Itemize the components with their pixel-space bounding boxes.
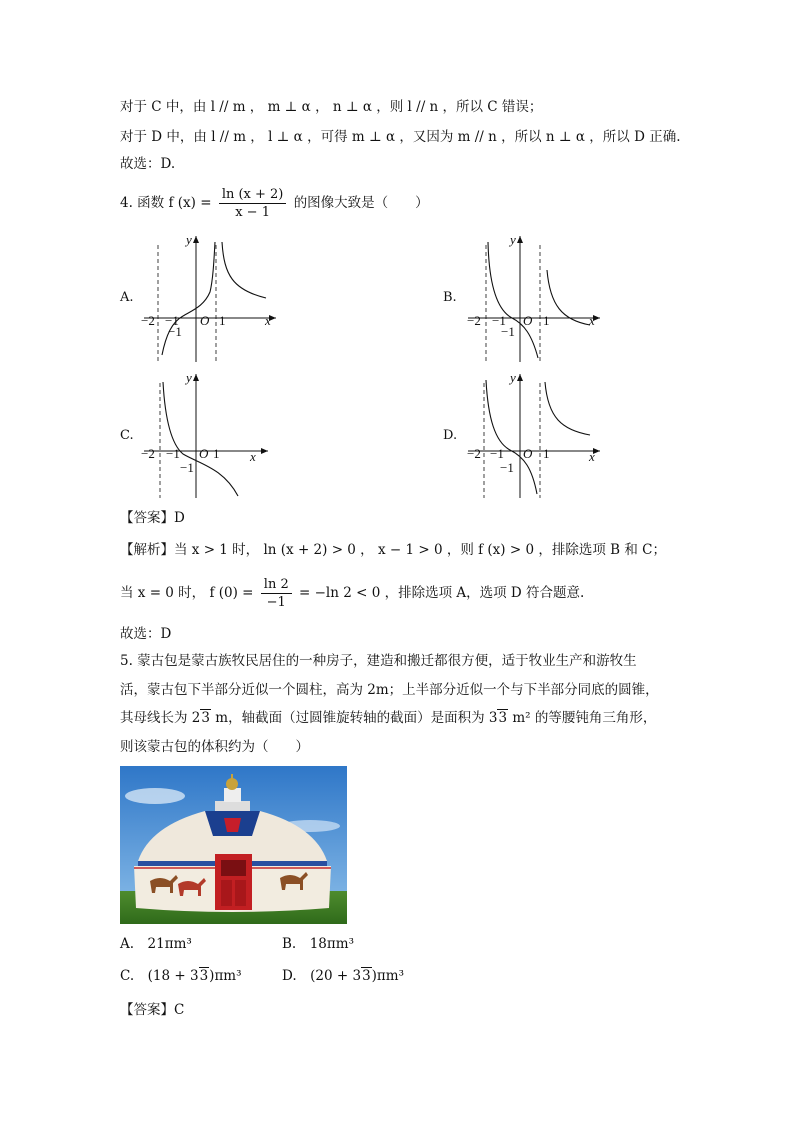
q4-suffix: 的图像大致是（ ） <box>293 195 429 211</box>
q5-option-c-c: )πm³ <box>209 968 242 984</box>
curve-left <box>488 242 538 358</box>
tick-minus-1: −1 <box>166 446 180 461</box>
curve-left <box>486 380 537 494</box>
q5-text-1: 5. 蒙古包是蒙古族牧民居住的一种房子，建造和搬迁都很方便，适于牧业生产和游牧生 <box>120 653 637 669</box>
graph-d <box>462 368 607 503</box>
q4-analysis-2-pre: 当 x = 0 时， f (0) = <box>120 585 254 601</box>
q5-option-a: A. 21πm³ <box>120 936 192 952</box>
q4-denominator: x − 1 <box>235 205 270 220</box>
q4-fraction <box>219 186 287 221</box>
graph-b <box>462 230 607 365</box>
tick-1: 1 <box>219 313 226 328</box>
q4-analysis-2 <box>120 576 584 611</box>
q5-text-4: 则该蒙古包的体积约为（ ） <box>120 739 309 755</box>
x-label: x <box>250 449 256 464</box>
option-label-d: D. <box>443 428 458 443</box>
tick-y-minus-1: −1 <box>168 324 182 339</box>
curve <box>163 382 238 496</box>
curve-right <box>545 382 590 435</box>
text-line-c: 对于 C 中，由 l // m ， m ⊥ α ， n ⊥ α ，则 l // n ，所以 C 错误； <box>120 99 543 115</box>
origin-label: O <box>523 446 533 461</box>
tick-minus-1: −1 <box>492 313 506 328</box>
q5-option-d-sqrt: 3 <box>362 968 371 984</box>
q4-prefix: 4. 函数 f (x) = <box>120 195 212 211</box>
q4-numerator: ln (x + 2) <box>219 186 287 204</box>
tick-minus-2: −2 <box>467 446 481 461</box>
q4-analysis-num: ln 2 <box>261 576 292 594</box>
text-line-d: 对于 D 中，由 l // m ， l ⊥ α ，可得 m ⊥ α ，又因为 m // n ，所以 n ⊥ α ，所以 D 正确. <box>120 129 681 145</box>
tick-y-minus-1: −1 <box>501 324 515 339</box>
y-label: y <box>186 370 192 385</box>
tick-y-minus-1: −1 <box>500 460 514 475</box>
x-label: x <box>265 313 271 328</box>
origin-label: O <box>200 313 210 328</box>
origin-label: O <box>523 313 533 328</box>
curve-right <box>222 242 266 298</box>
q5-answer: 【答案】C <box>120 1002 185 1018</box>
q4-analysis-den: −1 <box>266 595 286 610</box>
tick-minus-1: −1 <box>165 313 179 328</box>
q4-analysis-1: 【解析】当 x > 1 时， ln (x + 2) > 0 ， x − 1 > 0 ，则 f (x) > 0 ，排除选项 B 和 C； <box>120 542 666 558</box>
sqrt-3b: 3 <box>498 710 508 726</box>
q5-option-d-c: )πm³ <box>371 968 405 984</box>
q5-text-3a: 其母线长为 2 <box>120 710 201 726</box>
sqrt-3: 3 <box>201 710 210 726</box>
q5-text-2: 活，蒙古包下半部分近似一个圆柱，高为 2m；上半部分近似一个与下半部分同底的圆锥， <box>120 682 659 698</box>
q5-option-c <box>120 966 242 986</box>
tick-minus-1: −1 <box>490 446 504 461</box>
q5-option-d <box>282 966 404 986</box>
y-arrow-icon <box>517 374 523 381</box>
x-label: x <box>589 313 595 328</box>
graph-c <box>138 368 283 503</box>
tick-1: 1 <box>543 313 550 328</box>
graph-a <box>138 230 283 365</box>
q4-answer: 【答案】D <box>120 510 185 526</box>
tick-minus-2: −2 <box>467 313 481 328</box>
q5-option-b: B. 18πm³ <box>282 936 354 952</box>
tick-1: 1 <box>213 446 220 461</box>
x-label: x <box>589 449 595 464</box>
q5-option-c-a: C. (18 + 3 <box>120 968 199 984</box>
q5-option-c-sqrt: 3 <box>199 968 209 984</box>
tick-1: 1 <box>543 446 550 461</box>
q4-choose: 故选：D <box>120 626 172 642</box>
tick-minus-2: −2 <box>141 313 155 328</box>
origin-label: O <box>199 446 209 461</box>
option-label-a: A. <box>120 290 134 305</box>
y-label: y <box>510 370 516 385</box>
y-label: y <box>510 232 516 247</box>
y-arrow-icon <box>193 236 199 243</box>
q5-text-3 <box>120 708 656 728</box>
y-arrow-icon <box>193 374 199 381</box>
y-arrow-icon <box>517 236 523 243</box>
q4-analysis-fraction <box>261 576 292 611</box>
tick-y-minus-1: −1 <box>180 460 194 475</box>
q4-analysis-2-post: = −ln 2 < 0 ，排除选项 A，选项 D 符合题意. <box>299 585 585 601</box>
option-label-c: C. <box>120 428 134 443</box>
option-label-b: B. <box>443 290 457 305</box>
choose-d-line: 故选：D. <box>120 156 176 172</box>
q5-option-d-a: D. (20 + 3 <box>282 968 362 984</box>
q5-text-3e: m² 的等腰钝角三角形， <box>508 710 657 726</box>
question-4 <box>120 186 429 221</box>
yurt-photo <box>120 766 347 924</box>
y-label: y <box>186 232 192 247</box>
curve-right <box>547 270 590 325</box>
x-arrow-icon <box>261 448 268 454</box>
q5-text-3c: m，轴截面（过圆锥旋转轴的截面）是面积为 3 <box>210 710 498 726</box>
tick-minus-2: −2 <box>141 446 155 461</box>
